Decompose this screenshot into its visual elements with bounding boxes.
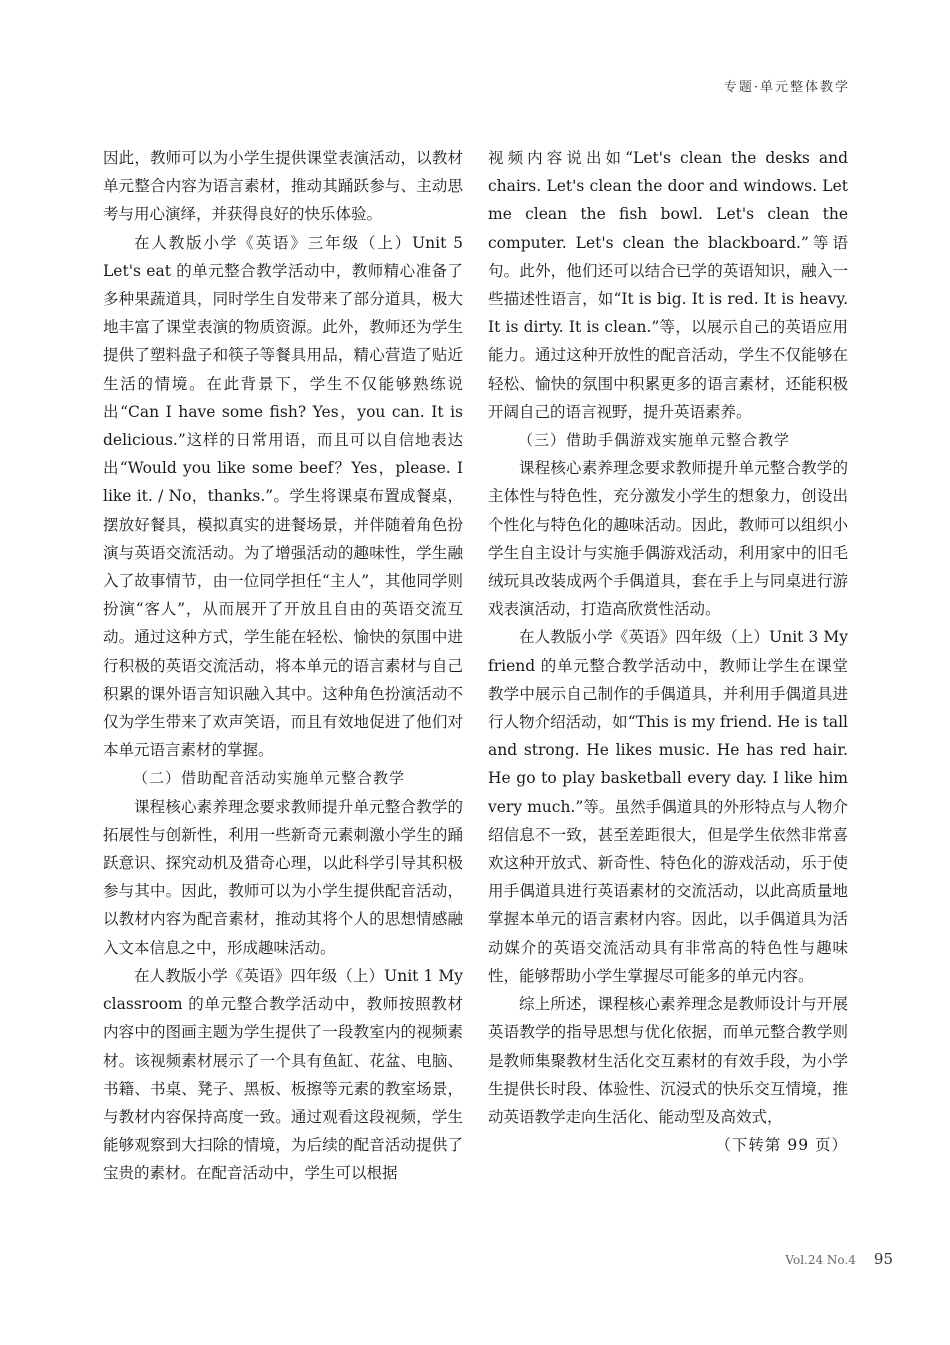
paragraph: 在人教版小学《英语》四年级（上）Unit 1 My classroom 的单元整合教学活动中，教师按照教材内容中的图画主题为学生提供了一段教室内的视频素材。该视频素材展示了一个具有鱼缸、花盆、电脑、书籍、书桌、凳子、黑板、板擦等元素的教室场景，与教材内容保持高度一致。通过观看这段视频，学生能够观察到大扫除的情境，为后续的配音活动提供了宝贵的素材。在配音活动中，学生可以根据 (103, 966, 463, 1183)
paragraph: 在人教版小学《英语》四年级（上）Unit 3 My friend 的单元整合教学活动中，教师让学生在课堂教学中展示自己制作的手偶道具，并利用手偶道具进行人物介绍活动，如“This is my friend. He is tall and strong. He likes music. He has red hair. He go to play basketball every day. I like him very much.”等。虽然手偶道具的外形特点与人物介绍信息不一致，甚至差距很大，但是学生依然非常喜欢这种开放式、新奇性、特色化的游戏活动，乐于使用手偶道具进行英语素材的交流活动，以此高质量地掌握本单元的语言素材内容。因此，以手偶道具为活动媒介的英语交流活动具有非常高的特色性与趣味性，能够帮助小学生掌握尽可能多的单元内容。 (488, 628, 848, 985)
volume-label: Vol.24 No.4 (785, 1253, 856, 1267)
paragraph: 课程核心素养理念要求教师提升单元整合教学的主体性与特色性，充分激发小学生的想象力，创设出个性化与特色化的趣味活动。因此，教师可以组织小学生自主设计与实施手偶游戏活动，利用家中的旧毛绒玩具改装成两个手偶道具，套在手上与同桌进行游戏表演活动，打造高欣赏性活动。 (488, 459, 848, 619)
section-header: 专题·单元整体教学 (723, 80, 850, 95)
paragraph: 因此，教师可以为小学生提供课堂表演活动，以教材单元整合内容为语言素材，推动其踊跃参与、主动思考与用心演绎，并获得良好的快乐体验。 (103, 149, 463, 224)
continued-note: （下转第 99 页） (715, 1136, 848, 1155)
page-number: 95 (873, 1250, 893, 1268)
left-column (103, 144, 463, 1188)
section-heading: （二）借助配音活动实施单元整合教学 (133, 769, 406, 788)
right-column (488, 144, 848, 1159)
paragraph: 综上所述，课程核心素养理念是教师设计与开展英语教学的指导思想与优化依据，而单元整合教学则是教师集聚教材生活化交互素材的有效手段，为小学生提供长时段、体验性、沉浸式的快乐交互情境，推动英语教学走向生活化、能动型及高效式， (488, 995, 848, 1126)
section-heading: （三）借助手偶游戏实施单元整合教学 (518, 431, 791, 450)
paragraph: 视频内容说出如“Let's clean the desks and chairs. Let's clean the door and windows. Let me clean the fish bowl. Let's clean the computer. Let's clean the blackboard.”等语句。此外，他们还可以结合已学的英语知识，融入一些描述性语言，如“It is big. It is red. It is heavy. It is dirty. It is clean.”等，以展示自己的英语应用能力。通过这种开放性的配音活动，学生不仅能够在轻松、愉快的氛围中积累更多的语言素材，还能积极开阔自己的语言视野，提升英语素养。 (488, 149, 848, 421)
paragraph: 在人教版小学《英语》三年级（上）Unit 5 Let's eat 的单元整合教学活动中，教师精心准备了多种果蔬道具，同时学生自发带来了部分道具，极大地丰富了课堂表演的物质资源。此外，教师还为学生提供了塑料盘子和筷子等餐具用品，精心营造了贴近生活的情境。在此背景下，学生不仅能够熟练说出“Can I have some fish? Yes，you can. It is delicious.”这样的日常用语，而且可以自信地表达出“Would you like some beef？Yes，please. I like it. / No，thanks.”。学生将课桌布置成餐桌，摆放好餐具，模拟真实的进餐场景，并伴随着角色扮演与英语交流活动。为了增强活动的趣味性，学生融入了故事情节，由一位同学担任“主人”，其他同学则扮演“客人”，从而展开了开放且自由的英语交流互动。通过这种方式，学生能在轻松、愉快的氛围中进行积极的英语交流活动，将本单元的语言素材与自己积累的课外语言知识融入其中。这种角色扮演活动不仅为学生带来了欢声笑语，而且有效地促进了他们对本单元语言素材的掌握。 (103, 233, 463, 760)
paragraph: 课程核心素养理念要求教师提升单元整合教学的拓展性与创新性，利用一些新奇元素刺激小学生的踊跃意识、探究动机及猎奇心理，以此科学引导其积极参与其中。因此，教师可以为小学生提供配音活动，以教材内容为配音素材，推动其将个人的思想情感融入文本信息之中，形成趣味活动。 (103, 797, 463, 957)
page-footer (785, 1250, 893, 1268)
